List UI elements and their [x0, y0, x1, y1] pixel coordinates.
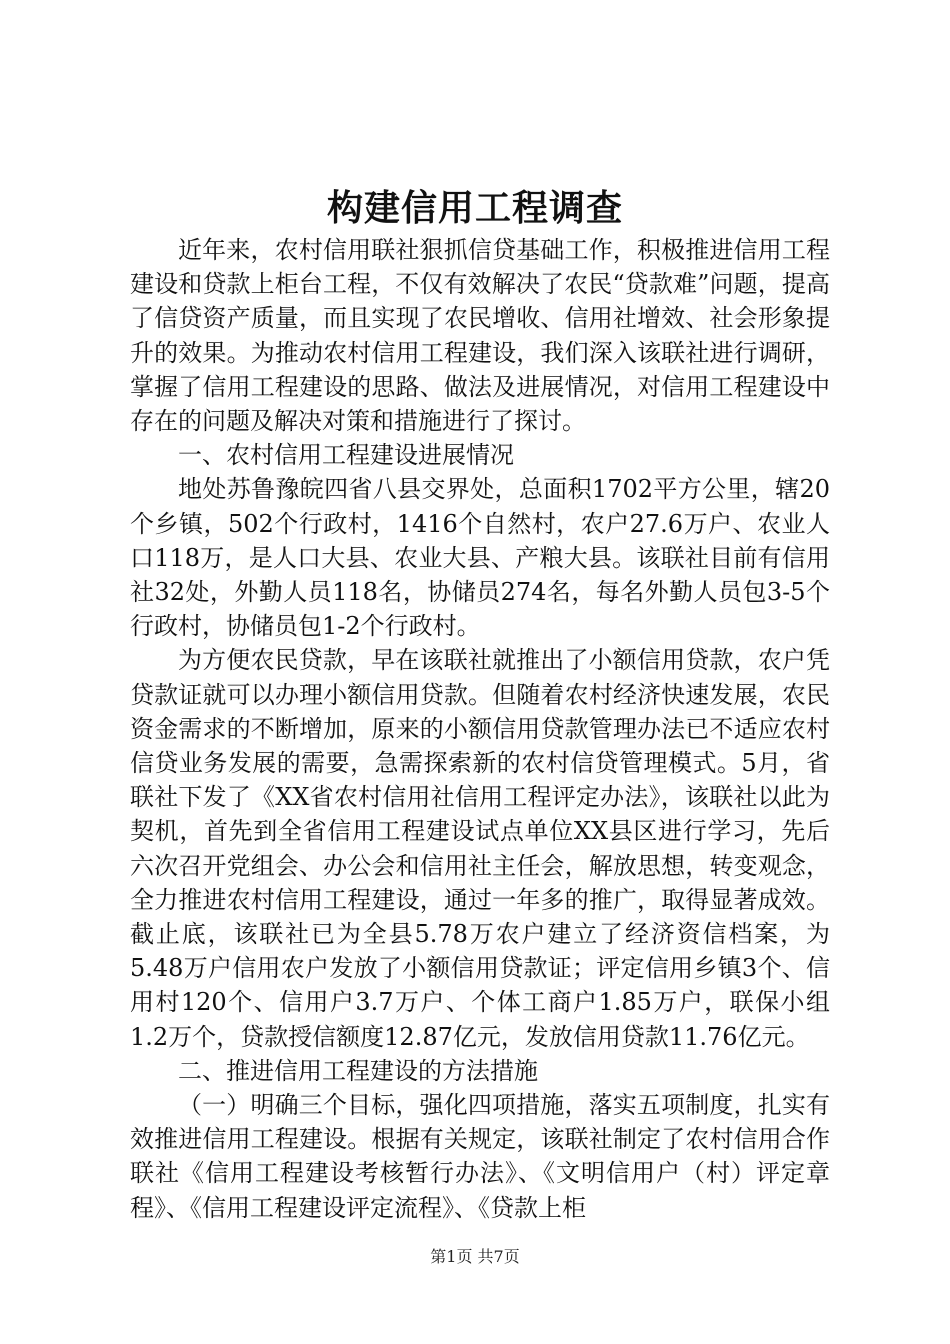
- section-heading-progress: 一、农村信用工程建设进展情况: [178, 441, 514, 470]
- document-title: 构建信用工程调查: [326, 187, 623, 229]
- paragraph-loans: 为方便农民贷款，早在该联社就推出了小额信用贷款，农户凭贷款证就可以办理小额信用贷款。但随着农村经济快速发展，农民资金需求的不断增加，原来的小额信用贷款管理办法已不适应农村信贷业务发展的需要，急需探索新的农村信贷管理模式。5月，省联社下发了《XX省农村信用社信用工程评定办法》，该联社以此为契机，首先到全省信用工程建设试点单位XX县区进行学习，先后六次召开党组会、办公会和信用社主任会，解放思想，转变观念，全力推进农村信用工程建设，通过一年多的推广，取得显著成效。截止底，该联社已为全县5.78万农户建立了经济资信档案，为5.48万户信用农户发放了小额信用贷款证；评定信用乡镇3个、信用村120个、信用户3.7万户、个体工商户1.85万户，联保小组1.2万个，贷款授信额度12.87亿元，发放信用贷款11.76亿元。: [130, 646, 830, 1051]
- document-body: [130, 233, 830, 1225]
- page-footer: 第1页 共7页: [430, 1247, 520, 1266]
- paragraph-measures-1: （一）明确三个目标，强化四项措施，落实五项制度，扎实有效推进信用工程建设。根据有关规定，该联社制定了农村信用合作联社《信用工程建设考核暂行办法》、《文明信用户（村）评定章程》、《信用工程建设评定流程》、《贷款上柜: [130, 1091, 830, 1222]
- paragraph-intro: 近年来，农村信用联社狠抓信贷基础工作，积极推进信用工程建设和贷款上柜台工程，不仅有效解决了农民“贷款难”问题，提高了信贷资产质量，而且实现了农民增收、信用社增效、社会形象提升的效果。为推动农村信用工程建设，我们深入该联社进行调研，掌握了信用工程建设的思路、做法及进展情况，对信用工程建设中存在的问题及解决对策和措施进行了探讨。: [130, 236, 830, 436]
- paragraph-location: 地处苏鲁豫皖四省八县交界处，总面积1702平方公里，辖20个乡镇，502个行政村，1416个自然村，农户27.6万户、农业人口118万，是人口大县、农业大县、产粮大县。该联社目前有信用社32处，外勤人员118名，协储员274名，每名外勤人员包3-5个行政村，协储员包1-2个行政村。: [130, 475, 830, 641]
- section-heading-measures: 二、推进信用工程建设的方法措施: [178, 1056, 538, 1085]
